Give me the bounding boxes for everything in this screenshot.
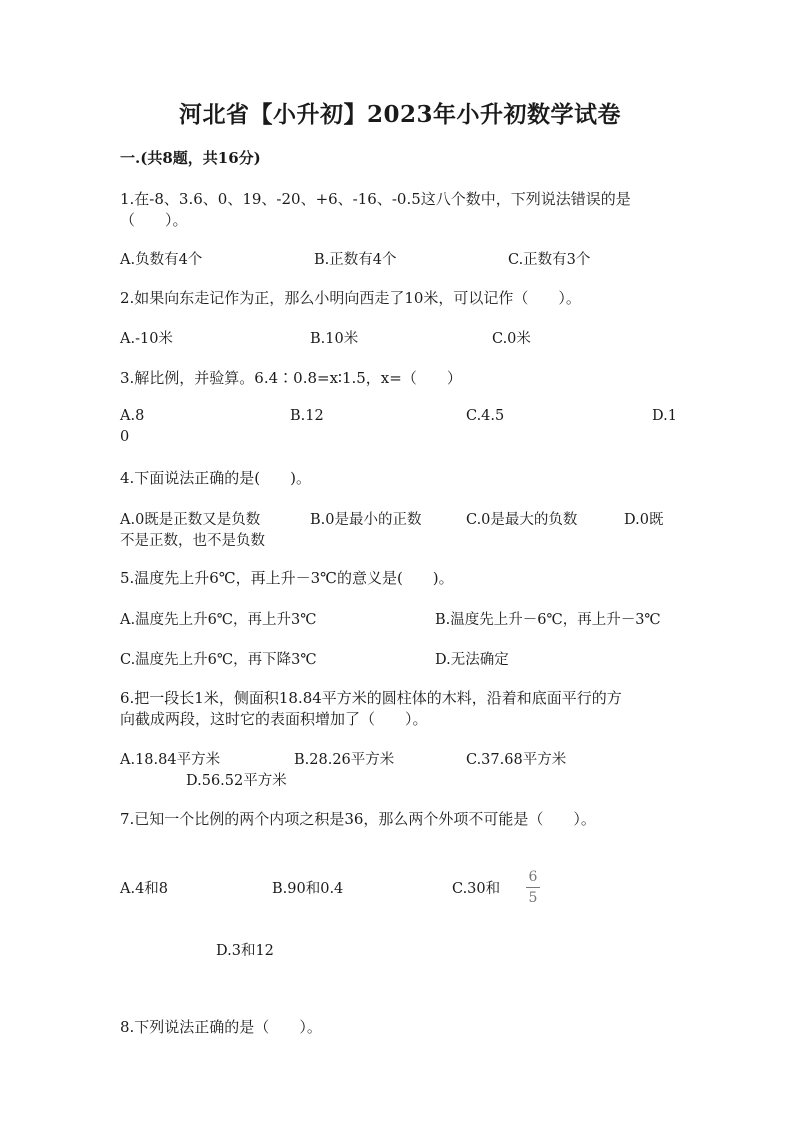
- fraction-denominator: 5: [528, 890, 538, 906]
- page-title: 河北省【小升初】2023年小升初数学试卷: [178, 101, 621, 128]
- question-3-option-d-wrap: 0: [120, 429, 130, 445]
- question-1-stem-line-2: （ ）。: [120, 211, 188, 229]
- question-5-option-c: C.温度先上升6℃，再下降3℃: [120, 652, 317, 668]
- question-4-option-a: A.0既是正数又是负数: [120, 512, 261, 528]
- question-3-option-a: A.8: [120, 408, 145, 424]
- question-5-stem: 5.温度先上升6℃，再上升－3℃的意义是( )。: [120, 569, 454, 587]
- question-3-option-b: B.12: [290, 408, 324, 424]
- question-4-option-c: C.0是最大的负数: [466, 512, 578, 528]
- question-6-option-a: A.18.84平方米: [120, 752, 221, 768]
- question-7-option-d: D.3和12: [216, 943, 274, 959]
- question-6-option-b: B.28.26平方米: [294, 752, 395, 768]
- question-3-option-c: C.4.5: [466, 408, 505, 424]
- fraction-bar: [526, 887, 540, 888]
- question-5-option-a: A.温度先上升6℃，再上升3℃: [120, 612, 317, 628]
- section-heading: 一.(共8题，共16分): [120, 149, 261, 167]
- question-7-option-c: C.30和: [452, 881, 501, 897]
- question-4-stem: 4.下面说法正确的是( )。: [120, 469, 312, 487]
- question-1-option-b: B.正数有4个: [314, 252, 397, 268]
- question-6-option-c: C.37.68平方米: [466, 752, 567, 768]
- question-7-option-a: A.4和8: [120, 881, 169, 897]
- question-2-option-a: A.-10米: [120, 331, 173, 347]
- question-1-option-c: C.正数有3个: [508, 252, 591, 268]
- question-3-option-d: D.1: [652, 408, 677, 424]
- question-4-option-d-wrap: 不是正数，也不是负数: [120, 533, 265, 549]
- question-6-stem-line-1: 6.把一段长1米，侧面积18.84平方米的圆柱体的木料，沿着和底面平行的方: [120, 689, 622, 707]
- question-4-option-b: B.0是最小的正数: [310, 512, 422, 528]
- question-5-option-b: B.温度先上升－6℃，再上升－3℃: [435, 612, 661, 628]
- question-3-stem: 3.解比例，并验算。6.4∶0.8=x∶1.5，x=（ ）: [120, 369, 462, 387]
- question-2-option-c: C.0米: [492, 331, 531, 347]
- question-6-stem-line-2: 向截成两段，这时它的表面积增加了（ ）。: [120, 710, 428, 728]
- question-2-option-b: B.10米: [310, 331, 359, 347]
- question-7-option-b: B.90和0.4: [272, 881, 344, 897]
- fraction-six-fifths: [522, 869, 544, 906]
- question-1-option-a: A.负数有4个: [120, 252, 203, 268]
- fraction-numerator: 6: [528, 869, 538, 885]
- question-8-stem: 8.下列说法正确的是（ ）。: [120, 1018, 322, 1036]
- question-4-option-d: D.0既: [624, 512, 664, 528]
- question-5-option-d: D.无法确定: [435, 652, 509, 668]
- question-6-option-d: D.56.52平方米: [186, 773, 287, 789]
- question-1-stem-line-1: 1.在-8、3.6、0、19、-20、+6、-16、-0.5这八个数中，下列说法错误的是: [120, 190, 631, 208]
- question-2-stem: 2.如果向东走记作为正，那么小明向西走了10米，可以记作（ ）。: [120, 289, 581, 307]
- question-7-stem: 7.已知一个比例的两个内项之积是36，那么两个外项不可能是（ ）。: [120, 810, 596, 828]
